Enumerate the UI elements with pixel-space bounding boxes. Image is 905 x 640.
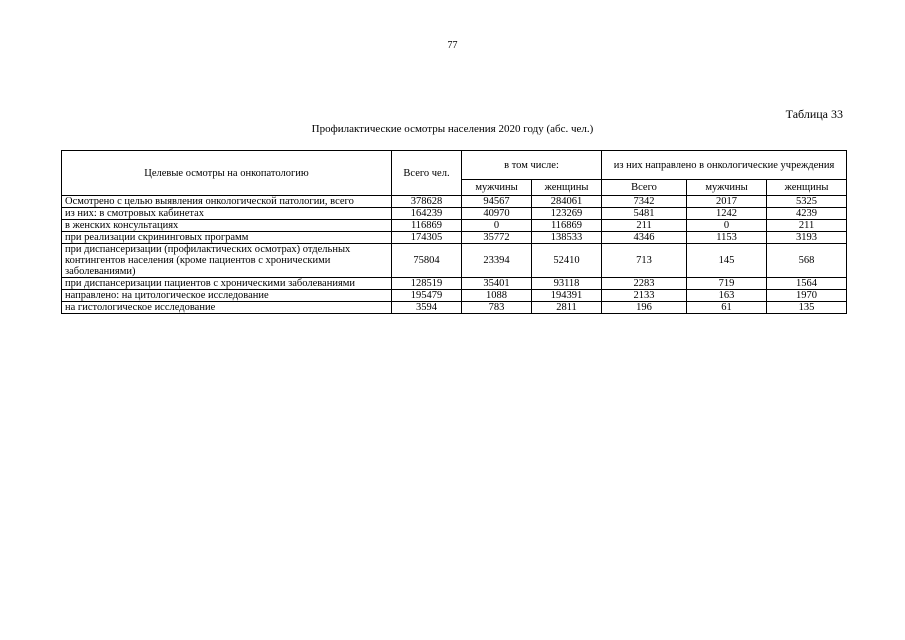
cell-ref-total: 211 [602,220,687,232]
header-ref-women: женщины [767,180,847,196]
cell-men: 35401 [462,278,532,290]
cell-total: 378628 [392,196,462,208]
header-including: в том числе: [462,151,602,180]
cell-women: 123269 [532,208,602,220]
cell-ref-men: 1153 [687,232,767,244]
cell-ref-women: 3193 [767,232,847,244]
cell-men: 0 [462,220,532,232]
cell-men: 94567 [462,196,532,208]
cell-ref-men: 2017 [687,196,767,208]
header-ref-men: мужчины [687,180,767,196]
row-label: Осмотрено с целью выявления онкологической патологии, всего [62,196,392,208]
cell-total: 3594 [392,302,462,314]
cell-men: 783 [462,302,532,314]
table-row [62,244,847,278]
row-label: направлено: на цитологическое исследование [62,290,392,302]
row-label: при диспансеризации пациентов с хроническими заболеваниями [62,278,392,290]
header-men: мужчины [462,180,532,196]
header-total: Всего чел. [392,151,462,196]
header-ref-total: Всего [602,180,687,196]
cell-ref-total: 196 [602,302,687,314]
row-label: при реализации скрининговых программ [62,232,392,244]
cell-ref-total: 2283 [602,278,687,290]
cell-ref-men: 145 [687,244,767,278]
row-label: в женских консультациях [62,220,392,232]
cell-women: 2811 [532,302,602,314]
cell-women: 116869 [532,220,602,232]
cell-total: 116869 [392,220,462,232]
cell-ref-women: 1564 [767,278,847,290]
row-label: на гистологическое исследование [62,302,392,314]
cell-ref-women: 568 [767,244,847,278]
table-body [62,196,847,314]
cell-women: 284061 [532,196,602,208]
cell-ref-total: 713 [602,244,687,278]
table-row [62,220,847,232]
cell-ref-men: 1242 [687,208,767,220]
cell-total: 128519 [392,278,462,290]
table-row [62,278,847,290]
cell-total: 164239 [392,208,462,220]
cell-men: 40970 [462,208,532,220]
screening-table [61,150,847,314]
cell-ref-women: 135 [767,302,847,314]
cell-women: 138533 [532,232,602,244]
cell-total: 174305 [392,232,462,244]
cell-ref-men: 719 [687,278,767,290]
header-women: женщины [532,180,602,196]
cell-total: 195479 [392,290,462,302]
header-referred: из них направлено в онкологические учреждения [602,151,847,180]
cell-ref-total: 7342 [602,196,687,208]
cell-women: 93118 [532,278,602,290]
header-row [62,151,847,180]
cell-ref-women: 211 [767,220,847,232]
cell-men: 1088 [462,290,532,302]
table-caption: Профилактические осмотры населения 2020 году (абс. чел.) [311,123,594,135]
cell-total: 75804 [392,244,462,278]
table-row [62,196,847,208]
table-row [62,290,847,302]
cell-ref-men: 61 [687,302,767,314]
cell-ref-total: 4346 [602,232,687,244]
cell-ref-men: 163 [687,290,767,302]
page-number: 77 [447,40,458,51]
cell-ref-women: 4239 [767,208,847,220]
cell-ref-women: 5325 [767,196,847,208]
table-label: Таблица 33 [785,107,843,121]
cell-women: 194391 [532,290,602,302]
cell-women: 52410 [532,244,602,278]
row-label: при диспансеризации (профилактических осмотрах) отдельных контингентов населения (кроме пациентов с хроническими заболеваниями) [62,244,392,278]
table-row [62,208,847,220]
cell-men: 23394 [462,244,532,278]
table-row [62,232,847,244]
cell-ref-total: 5481 [602,208,687,220]
cell-ref-men: 0 [687,220,767,232]
table-row [62,302,847,314]
cell-ref-women: 1970 [767,290,847,302]
cell-men: 35772 [462,232,532,244]
row-label: из них: в смотровых кабинетах [62,208,392,220]
header-purpose: Целевые осмотры на онкопатологию [62,151,392,196]
cell-ref-total: 2133 [602,290,687,302]
